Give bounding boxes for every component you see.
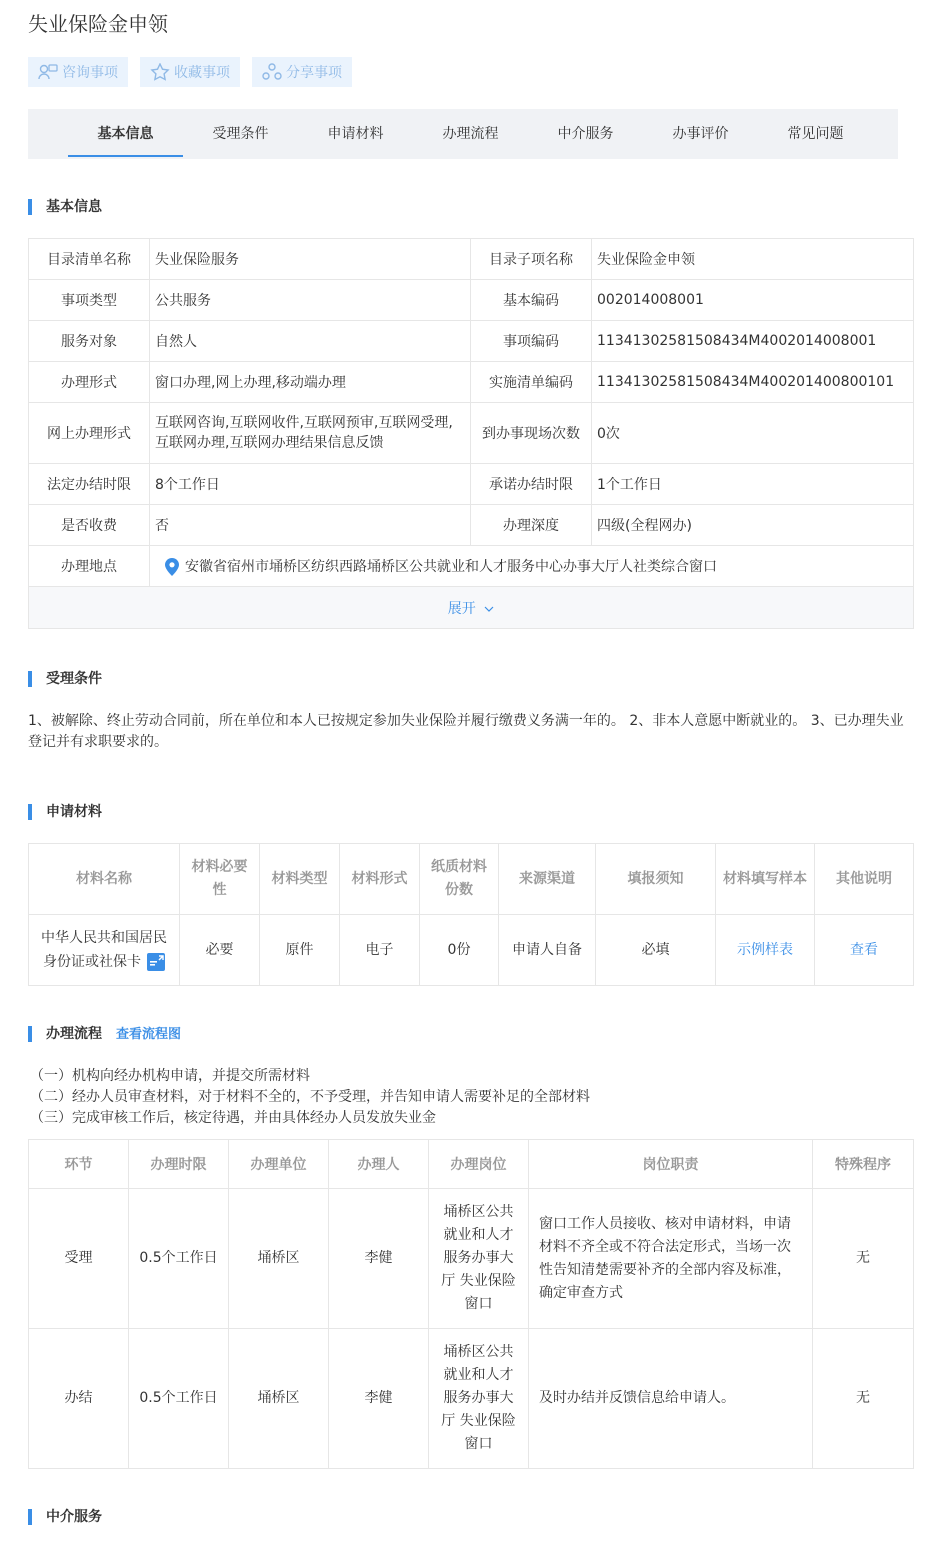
info-value: 窗口办理,网上办理,移动端办理 xyxy=(150,362,471,403)
section-title-process xyxy=(28,1026,181,1043)
info-value: 002014008001 xyxy=(592,280,914,321)
info-label: 网上办理形式 xyxy=(29,403,150,464)
info-value: 公共服务 xyxy=(150,280,471,321)
column-header: 材料必要性 xyxy=(180,844,260,915)
location-pin-icon xyxy=(165,558,179,576)
flow-time: 0.5个工作日 xyxy=(129,1329,229,1469)
consult-icon xyxy=(38,63,58,81)
flow-unit: 埇桥区 xyxy=(229,1329,329,1469)
table-row xyxy=(29,546,914,587)
info-label: 承诺办结时限 xyxy=(471,464,592,505)
info-label: 事项编码 xyxy=(471,321,592,362)
chevron-down-icon xyxy=(484,605,494,613)
tab-process[interactable]: 办理流程 xyxy=(442,126,499,142)
other-cell xyxy=(815,915,914,986)
column-header: 办理时限 xyxy=(129,1140,229,1189)
flow-time: 0.5个工作日 xyxy=(129,1189,229,1329)
sample-link[interactable]: 示例样表 xyxy=(737,942,793,958)
process-flow-table xyxy=(28,1139,914,1469)
table-row xyxy=(29,362,914,403)
column-header: 办理岗位 xyxy=(429,1140,529,1189)
process-steps xyxy=(30,1066,590,1129)
table-header-row xyxy=(29,1140,914,1189)
process-step: （三）完成审核工作后，核定待遇，并由具体经办人员发放失业金 xyxy=(30,1110,436,1126)
info-label: 目录子项名称 xyxy=(471,239,592,280)
info-value: 失业保险金申领 xyxy=(592,239,914,280)
info-label: 办理形式 xyxy=(29,362,150,403)
material-type: 原件 xyxy=(260,915,340,986)
document-icon[interactable] xyxy=(147,953,165,971)
section-title-materials: 申请材料 xyxy=(28,804,102,820)
info-value: 11341302581508434M400201400800101 xyxy=(592,362,914,403)
info-value: 8个工作日 xyxy=(150,464,471,505)
table-row xyxy=(29,280,914,321)
column-header: 特殊程序 xyxy=(813,1140,914,1189)
info-value: 否 xyxy=(150,505,471,546)
section-title-agency: 中介服务 xyxy=(28,1509,102,1525)
info-label: 办理地点 xyxy=(29,546,150,587)
table-row xyxy=(29,505,914,546)
flow-person: 李健 xyxy=(329,1329,429,1469)
info-label: 到办事现场次数 xyxy=(471,403,592,464)
section-title-basic-info: 基本信息 xyxy=(28,199,102,215)
info-value: 四级(全程网办) xyxy=(592,505,914,546)
tab-materials[interactable]: 申请材料 xyxy=(327,126,384,142)
material-necessity: 必要 xyxy=(180,915,260,986)
materials-table xyxy=(28,843,914,986)
info-value: 0次 xyxy=(592,403,914,464)
column-header: 材料形式 xyxy=(340,844,420,915)
expand-button[interactable] xyxy=(29,587,914,629)
section-title-conditions: 受理条件 xyxy=(28,671,102,687)
table-row xyxy=(29,321,914,362)
info-label: 办理深度 xyxy=(471,505,592,546)
flow-duty: 及时办结并反馈信息给申请人。 xyxy=(529,1329,813,1469)
star-icon xyxy=(150,63,170,81)
sample-cell xyxy=(716,915,815,986)
column-header: 填报须知 xyxy=(596,844,716,915)
column-header: 来源渠道 xyxy=(499,844,596,915)
info-label: 服务对象 xyxy=(29,321,150,362)
info-label: 法定办结时限 xyxy=(29,464,150,505)
table-row xyxy=(29,239,914,280)
flow-post: 埇桥区公共就业和人才服务办事大厅 失业保险窗口 xyxy=(429,1329,529,1469)
info-label: 目录清单名称 xyxy=(29,239,150,280)
column-header: 办理人 xyxy=(329,1140,429,1189)
info-label: 基本编码 xyxy=(471,280,592,321)
tab-evaluation[interactable]: 办事评价 xyxy=(672,126,729,142)
info-value: 1个工作日 xyxy=(592,464,914,505)
flow-special: 无 xyxy=(813,1329,914,1469)
flow-duty: 窗口工作人员接收、核对申请材料，申请材料不齐全或不符合法定形式，当场一次性告知清楚需要补齐的全部内容及标准，确定审查方式 xyxy=(529,1189,813,1329)
share-icon xyxy=(262,63,282,81)
tab-agency[interactable]: 中介服务 xyxy=(557,126,614,142)
column-header: 材料类型 xyxy=(260,844,340,915)
tab-conditions[interactable]: 受理条件 xyxy=(212,126,269,142)
flow-special: 无 xyxy=(813,1189,914,1329)
info-label: 实施清单编码 xyxy=(471,362,592,403)
table-row xyxy=(29,1189,914,1329)
info-value: 失业保险服务 xyxy=(150,239,471,280)
material-form: 电子 xyxy=(340,915,420,986)
basic-info-table xyxy=(28,238,914,629)
column-header: 其他说明 xyxy=(815,844,914,915)
favorite-label: 收藏事项 xyxy=(174,65,230,81)
process-step: （二）经办人员审查材料，对于材料不全的，不予受理，并告知申请人需要补足的全部材料 xyxy=(30,1089,590,1105)
column-header: 环节 xyxy=(29,1140,129,1189)
material-copies: 0份 xyxy=(420,915,499,986)
view-link[interactable]: 查看 xyxy=(850,942,878,958)
action-bar xyxy=(28,57,352,87)
column-header: 材料填写样本 xyxy=(716,844,815,915)
tab-faq[interactable]: 常见问题 xyxy=(787,126,844,142)
table-header-row xyxy=(29,844,914,915)
material-notes: 必填 xyxy=(596,915,716,986)
consult-button[interactable] xyxy=(28,57,128,87)
view-flowchart-link[interactable]: 查看流程图 xyxy=(116,1027,182,1042)
table-row xyxy=(29,1329,914,1469)
tab-basic-info[interactable]: 基本信息 xyxy=(68,109,183,159)
info-label: 事项类型 xyxy=(29,280,150,321)
table-row xyxy=(29,587,914,629)
flow-person: 李健 xyxy=(329,1189,429,1329)
flow-unit: 埇桥区 xyxy=(229,1189,329,1329)
share-button[interactable] xyxy=(252,57,352,87)
material-name-cell xyxy=(29,915,180,986)
flow-stage: 受理 xyxy=(29,1189,129,1329)
info-value: 自然人 xyxy=(150,321,471,362)
tab-bar xyxy=(28,109,898,159)
material-name: 中华人民共和国居民身份证或社保卡 xyxy=(41,930,167,970)
column-header: 办理单位 xyxy=(229,1140,329,1189)
share-label: 分享事项 xyxy=(286,65,342,81)
flow-post: 埇桥区公共就业和人才服务办事大厅 失业保险窗口 xyxy=(429,1189,529,1329)
conditions-text: 1、被解除、终止劳动合同前，所在单位和本人已按规定参加失业保险并履行缴费义务满一年的。 2、非本人意愿中断就业的。 3、已办理失业登记并有求职要求的。 xyxy=(28,713,904,750)
info-value: 互联网咨询,互联网收件,互联网预审,互联网受理,互联网办理,互联网办理结果信息反馈 xyxy=(150,403,471,464)
consult-label: 咨询事项 xyxy=(62,65,118,81)
column-header: 岗位职责 xyxy=(529,1140,813,1189)
column-header: 材料名称 xyxy=(29,844,180,915)
info-label: 是否收费 xyxy=(29,505,150,546)
favorite-button[interactable] xyxy=(140,57,240,87)
column-header: 纸质材料份数 xyxy=(420,844,499,915)
process-step: （一）机构向经办机构申请，并提交所需材料 xyxy=(30,1068,310,1084)
expand-label: 展开 xyxy=(447,600,476,617)
table-row xyxy=(29,403,914,464)
flow-stage: 办结 xyxy=(29,1329,129,1469)
table-row xyxy=(29,464,914,505)
process-title: 办理流程 xyxy=(46,1026,102,1042)
info-value: 11341302581508434M4002014008001 xyxy=(592,321,914,362)
material-source: 申请人自备 xyxy=(499,915,596,986)
page-title: 失业保险金申领 xyxy=(28,12,168,36)
location-cell xyxy=(150,546,914,587)
location-value: 安徽省宿州市埇桥区纺织西路埇桥区公共就业和人才服务中心办事大厅人社类综合窗口 xyxy=(185,559,717,575)
table-row xyxy=(29,915,914,986)
